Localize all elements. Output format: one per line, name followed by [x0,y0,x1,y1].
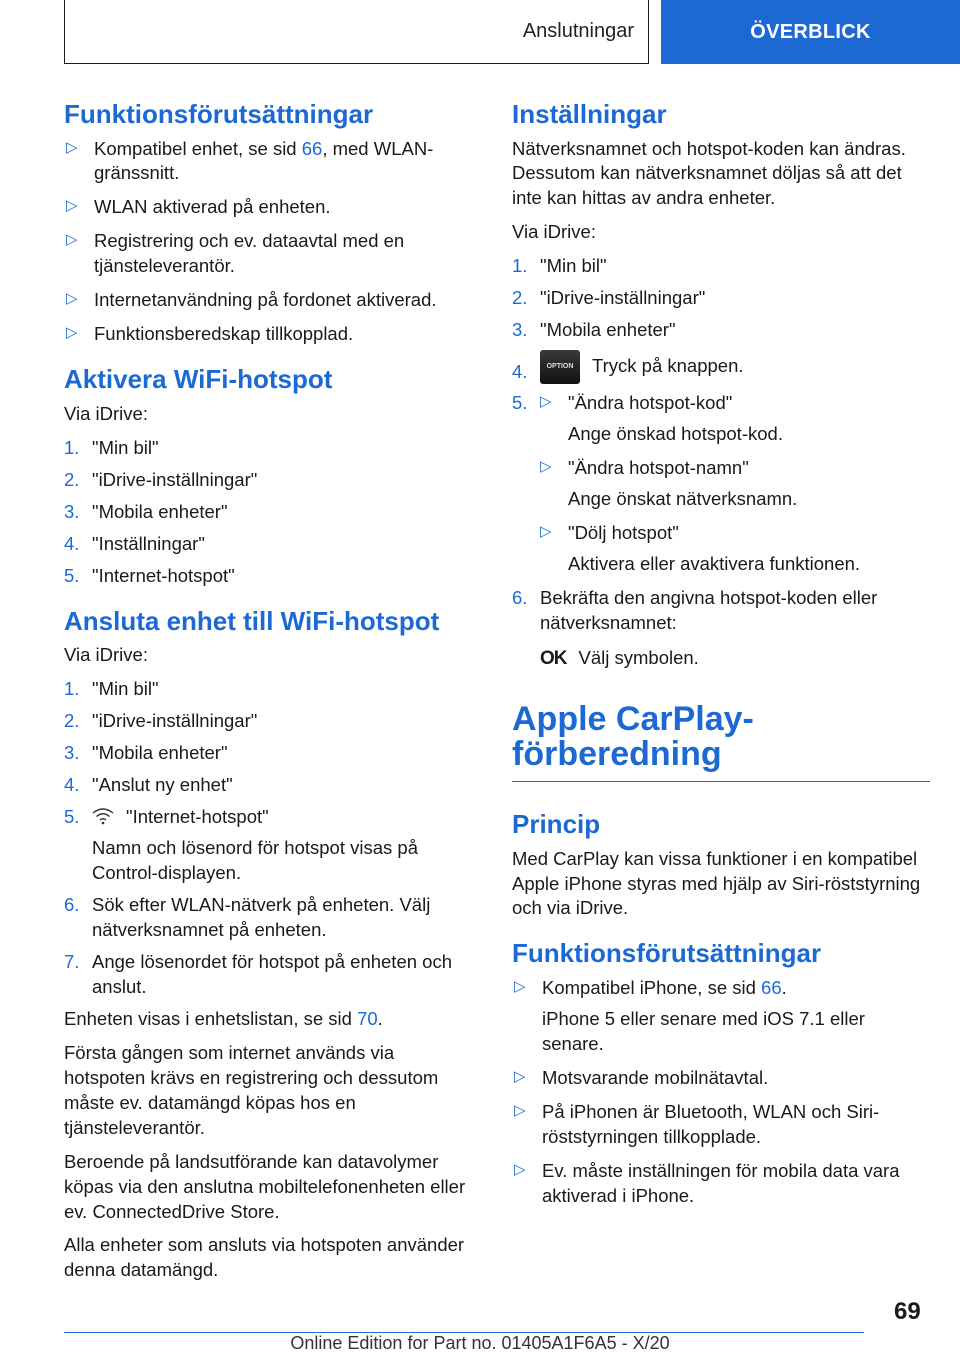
heading-principle: Princip [512,809,601,840]
step-item: 2. "iDrive-inställningar" [64,710,258,732]
paragraph: Med CarPlay kan vissa funktioner i en kompatibel Apple iPhone styras med hjälp av Siri-röststyrning och via iDrive. [512,847,921,919]
page-link[interactable]: 66 [301,137,323,159]
heading-prerequisites: Funktionsförutsättningar [64,99,374,129]
step-item: 3. "Mobila enheter" [64,742,228,763]
wifi-icon [92,807,114,825]
page-link[interactable]: 66 [761,976,782,998]
triangle-bullet-icon: ▷ [66,138,78,156]
ok-icon: OK [540,648,567,670]
page-link[interactable]: 70 [357,1007,378,1029]
option-button-icon: OPTION [540,350,580,384]
heading-carplay: Apple CarPlay-förberedning [512,702,930,782]
triangle-bullet-icon: ▷ [514,977,526,995]
intro-text: Nätverksnamnet och hotspot-koden kan ändras. Dessutom kan nätverksnamnet döljas så att det inte kan hittas av andra enheter. [512,137,906,209]
triangle-bullet-icon: ▷ [540,523,552,541]
heading-carplay-prerequisites: Funktionsförutsättningar [512,938,822,969]
step-item: 1. "Min bil" [512,255,607,277]
list-item: ▷ Funktionsberedskap tillkopplad. [66,323,354,345]
triangle-bullet-icon: ▷ [66,231,78,249]
paragraph: Beroende på landsutförande kan datavolymer köpas via den anslutna mobiltelefonenheten eller ev. ConnectedDrive Store. [64,1150,466,1222]
section-principle [512,808,930,921]
footer-text: Online Edition for Part no. 01405A1F6A5 - X/20 [290,1333,670,1353]
left-column [64,98,480,1299]
intro-text: Via iDrive: [64,402,148,424]
section-carplay-prerequisites [512,937,930,1208]
heading-settings: Inställningar [512,99,667,129]
triangle-bullet-icon: ▷ [514,1067,526,1085]
step-item: 5. "Internet-hotspot" Namn och lösenord för hotspot visas på Control-displayen. [64,805,418,883]
paragraph: Enheten visas i enhetslistan, se sid 70. [64,1007,383,1029]
triangle-bullet-icon: ▷ [66,290,78,308]
section-connect-device [64,605,480,1284]
triangle-bullet-icon: ▷ [514,1160,526,1178]
list-item: ▷ Registrering och ev. dataavtal med en tjänsteleverantör. [66,230,405,277]
right-column [512,98,930,1225]
heading-connect-device: Ansluta enhet till WiFi-hotspot [64,605,440,636]
list-item: ▷ Motsvarande mobilnätavtal. [514,1066,769,1088]
list-item: ▷ Ev. måste inställningen för mobila data vara aktiverad i iPhone. [514,1159,900,1206]
step-item: 6. Bekräfta den angivna hotspot-koden eller nätverksnamnet: OK Välj symbolen. [512,587,878,670]
overview-tab[interactable] [661,0,960,64]
list-item: ▷ Kompatibel enhet, se sid 66, med WLAN-gränssnitt. [66,137,434,184]
paragraph: Första gången som internet används via hotspoten krävs en registrering och dessutom måste ev. datamängd köpas hos en tjänsteleverantör. [64,1041,439,1138]
page-number: 69 [894,1298,921,1325]
triangle-bullet-icon: ▷ [514,1101,526,1119]
heading-activate-hotspot: Aktivera WiFi-hotspot [64,364,333,395]
section-tab[interactable] [64,0,649,64]
step-item: 3. "Mobila enheter" [64,500,228,522]
section-settings [512,98,930,672]
list-item: ▷ På iPhonen är Bluetooth, WLAN och Siri-röststyrningen tillkopplade. [514,1100,880,1147]
step-item: 7. Ange lösenordet för hotspot på enheten och anslut. [64,950,452,997]
step-item: 4. "Inställningar" [64,532,205,554]
step-item: 6. Sök efter WLAN-nätverk på enheten. Välj nätverksnamnet på enheten. [64,893,431,940]
step-item: 2. "iDrive-inställningar" [512,287,706,309]
step-item: 2. "iDrive-inställningar" [64,468,258,490]
step-item: 4. "Anslut ny enhet" [64,773,233,795]
step-item: 4. OPTION Tryck på knappen. [512,350,930,384]
triangle-bullet-icon: ▷ [66,324,78,342]
step-item: 3. "Mobila enheter" [512,319,676,341]
paragraph: Alla enheter som ansluts via hotspoten använder denna datamängd. [64,1234,465,1281]
step-item: 1. "Min bil" [64,436,159,458]
section-tab-label: Anslutningar [522,20,634,42]
intro-text: Via iDrive: [64,644,148,666]
list-item: ▷ Kompatibel iPhone, se sid 66. iPhone 5 eller senare med iOS 7.1 eller senare. [514,976,865,1054]
header [0,0,960,66]
list-item: ▷ WLAN aktiverad på enheten. [66,196,331,218]
triangle-bullet-icon: ▷ [540,458,552,476]
triangle-bullet-icon: ▷ [66,197,78,215]
step-item: 5. "Internet-hotspot" [64,564,235,586]
triangle-bullet-icon: ▷ [540,393,552,411]
step-item: 5. ▷ "Ändra hotspot-kod" Ange önskad hotspot-kod. ▷ "Ändra hotspot-namn" Ange önskat nätverksnamn. ▷ "Dölj hotspot" Aktivera eller avaktivera funktionen. [512,392,861,575]
step-item: 1. "Min bil" [64,678,159,700]
list-item: ▷ Internetanvändning på fordonet aktiverad. [66,289,437,311]
section-prerequisites [64,98,480,347]
via-text: Via iDrive: [512,221,596,243]
overview-tab-label: ÖVERBLICK [750,20,871,43]
section-activate-hotspot [64,363,480,588]
